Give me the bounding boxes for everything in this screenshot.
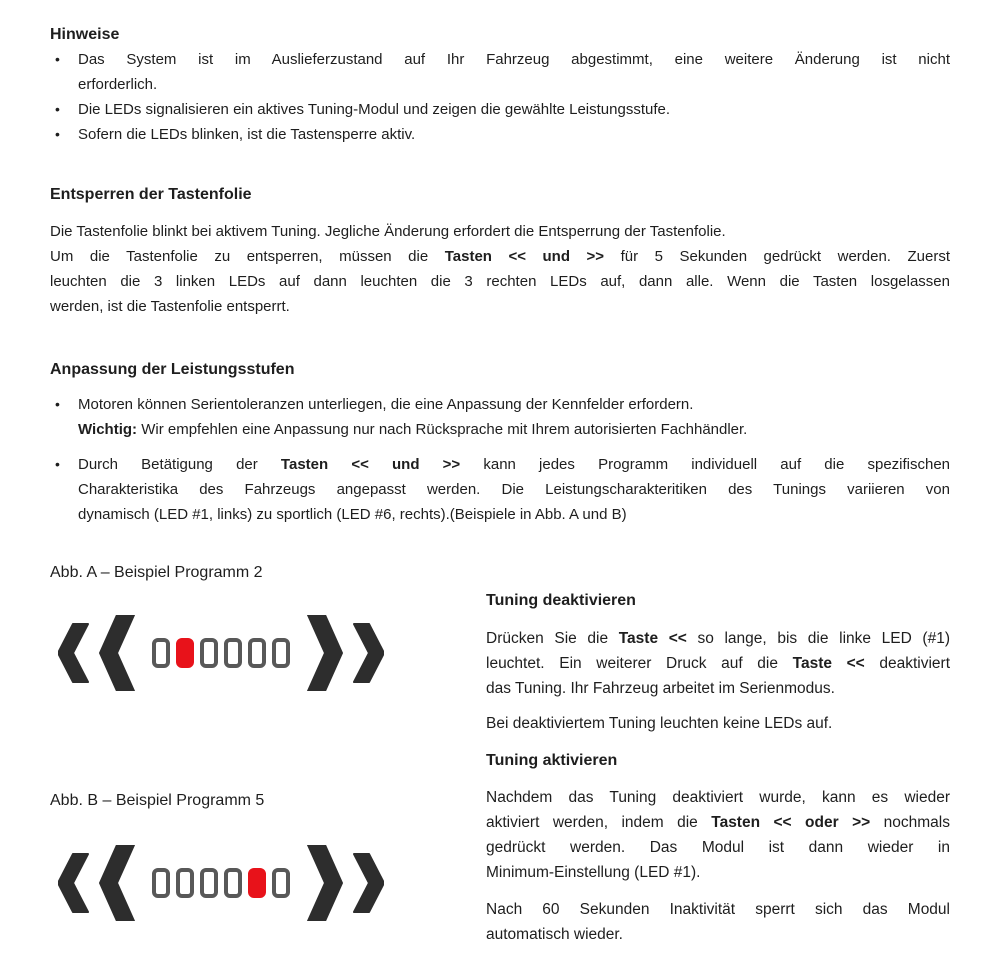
double-chevron-right-icon	[306, 615, 384, 691]
text-line: automatisch wieder.	[486, 926, 623, 943]
tuning-on-title: Tuning aktivieren	[486, 752, 618, 769]
text-line: erforderlich.	[78, 76, 158, 93]
figures-column	[50, 560, 486, 947]
text-line: leuchten die 3 linken LEDs auf dann leuchten die 3 rechten LEDs auf, dann alle. Wenn die Tasten losgelassen	[50, 273, 950, 290]
bullet-marker: •	[55, 396, 60, 412]
figure-b-led-row	[152, 868, 290, 898]
text-line: werden, ist die Tastenfolie entsperrt.	[50, 298, 290, 315]
text-line: Motoren können Serientoleranzen unterliegen, die eine Anpassung der Kennfelder erfordern.	[78, 396, 694, 413]
section-title-anpassung: Anpassung der Leistungsstufen	[50, 361, 295, 378]
figure-a-graphic	[58, 615, 486, 691]
tuning-off-paragraph-1	[486, 626, 950, 701]
section-title-entsperren: Entsperren der Tastenfolie	[50, 186, 252, 203]
double-chevron-right-icon	[306, 845, 384, 921]
section-anpassung	[50, 357, 950, 527]
bullet-marker: •	[55, 101, 60, 117]
tuning-on-paragraph-2	[486, 897, 950, 947]
bullet-text	[78, 47, 950, 97]
text-line: das Tuning. Ihr Fahrzeug arbeitet im Serienmodus.	[486, 680, 835, 697]
bullet-item	[50, 97, 950, 122]
led-1	[152, 638, 170, 668]
led-2	[176, 868, 194, 898]
led-6	[272, 638, 290, 668]
bullet-text	[78, 392, 950, 442]
adjustment-bullet-list	[50, 392, 950, 527]
section-entsperren	[50, 182, 950, 319]
led-1	[152, 868, 170, 898]
figure-b-graphic	[58, 845, 486, 921]
text-line: Die LEDs signalisieren ein aktives Tuning-Modul und zeigen die gewählte Leistungsstufe.	[78, 101, 671, 118]
bullet-text	[78, 452, 950, 527]
text-line: Drücken Sie die Taste << so lange, bis die linke LED (#1)	[486, 630, 950, 647]
figures-and-instructions	[50, 560, 950, 947]
tuning-on-paragraph-1	[486, 785, 950, 885]
bullet-text	[78, 97, 950, 122]
led-4	[224, 638, 242, 668]
led-4	[224, 868, 242, 898]
instructions-column	[486, 560, 950, 947]
bullet-item	[50, 47, 950, 97]
bullet-marker: •	[55, 126, 60, 142]
text-line: Die Tastenfolie blinkt bei aktivem Tuning. Jegliche Änderung erfordert die Entsperrung der Tastenfolie.	[50, 223, 726, 240]
led-2-active	[176, 638, 194, 668]
led-3	[200, 638, 218, 668]
text-line: Nachdem das Tuning deaktiviert wurde, kann es wieder	[486, 789, 950, 806]
text-line: leuchtet. Ein weiterer Druck auf die Taste << deaktiviert	[486, 655, 950, 672]
section-title-hinweise: Hinweise	[50, 26, 120, 43]
notes-bullet-list	[50, 47, 950, 147]
text-line: gedrückt werden. Das Modul ist dann wieder in	[486, 839, 950, 856]
bullet-marker: •	[55, 456, 60, 472]
tuning-off-title: Tuning deaktivieren	[486, 592, 636, 609]
led-6	[272, 868, 290, 898]
led-5-active	[248, 868, 266, 898]
text-line: Sofern die LEDs blinken, ist die Tastensperre aktiv.	[78, 126, 416, 143]
led-3	[200, 868, 218, 898]
bullet-marker: •	[55, 51, 60, 67]
led-5	[248, 638, 266, 668]
text-line: aktiviert werden, indem die Tasten << oder >> nochmals	[486, 814, 950, 831]
tuning-off-paragraph-2	[486, 711, 950, 736]
text-line: Bei deaktiviertem Tuning leuchten keine LEDs auf.	[486, 715, 833, 732]
bullet-item	[50, 392, 950, 442]
text-line: Durch Betätigung der Tasten << und >> kann jedes Programm individuell auf die spezifischen	[78, 456, 951, 473]
double-chevron-left-icon	[58, 845, 136, 921]
text-line: Nach 60 Sekunden Inaktivität sperrt sich das Modul	[486, 901, 950, 918]
figure-a-label: Abb. A – Beispiel Programm 2	[50, 564, 263, 581]
figure-b-label: Abb. B – Beispiel Programm 5	[50, 792, 265, 809]
text-line: Minimum-Einstellung (LED #1).	[486, 864, 701, 881]
unlock-paragraph	[50, 219, 950, 319]
text-line: Wichtig: Wir empfehlen eine Anpassung nur nach Rücksprache mit Ihrem autorisierten Fachhändler.	[78, 421, 748, 438]
text-line: Um die Tastenfolie zu entsperren, müssen die Tasten << und >> für 5 Sekunden gedrückt werden. Zuerst	[50, 248, 951, 265]
section-hinweise	[50, 22, 950, 147]
bullet-text	[78, 122, 950, 147]
double-chevron-left-icon	[58, 615, 136, 691]
bullet-item	[50, 452, 950, 527]
figure-a-led-row	[152, 638, 290, 668]
text-line: dynamisch (LED #1, links) zu sportlich (LED #6, rechts).(Beispiele in Abb. A und B)	[78, 506, 627, 523]
bullet-item	[50, 122, 950, 147]
text-line: Das System ist im Auslieferzustand auf Ihr Fahrzeug abgestimmt, eine weitere Änderung ist nicht	[78, 51, 950, 68]
text-line: Charakteristika des Fahrzeugs angepasst werden. Die Leistungscharakteritiken des Tunings variieren von	[78, 481, 950, 498]
